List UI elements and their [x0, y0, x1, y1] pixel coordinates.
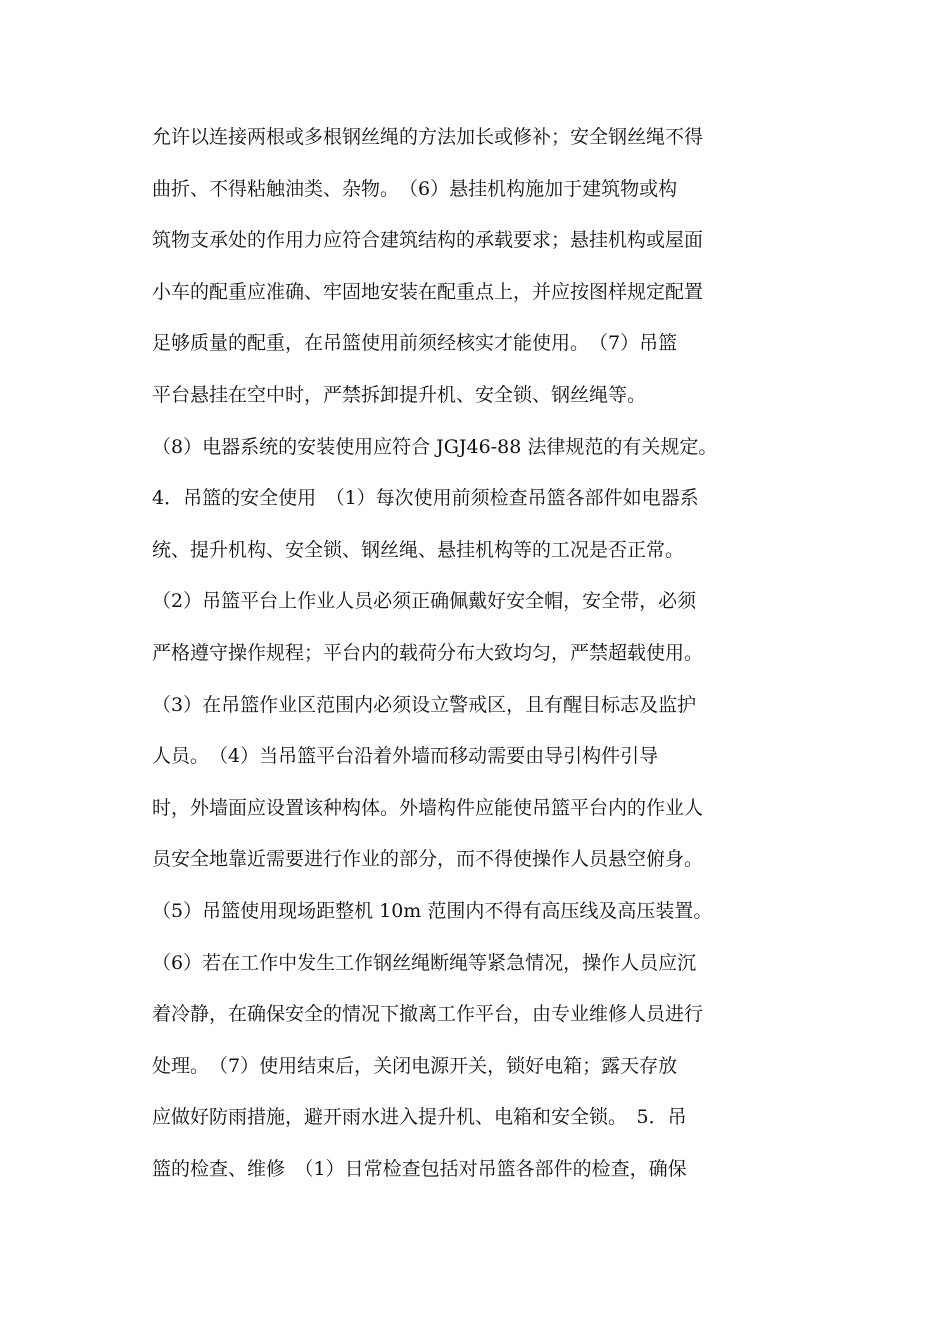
text-line: 时，外墙面应设置该种构体。外墙构件应能使吊篮平台内的作业人 [152, 796, 704, 819]
text-line: 筑物支承处的作用力应符合建筑结构的承载要求；悬挂机构或屋面 [152, 229, 704, 252]
text-line: （3）在吊篮作业区范围内必须设立警戒区，且有醒目标志及监护 [152, 693, 697, 716]
text-line: （8）电器系统的安装使用应符合 JGJ46-88 法律规范的有关规定。 [152, 435, 718, 458]
text-line: 着冷静，在确保安全的情况下撤离工作平台，由专业维修人员进行 [152, 1003, 704, 1026]
text-line: 足够质量的配重，在吊篮使用前须经核实才能使用。 （7）吊篮 [152, 332, 678, 355]
text-line: 处理。 （7）使用结束后，关闭电源开关，锁好电箱；露天存放 [152, 1054, 678, 1077]
text-line: 篮的检查、维修 （1）日常检查包括对吊篮各部件的检查，确保 [152, 1157, 687, 1180]
text-line: （6）若在工作中发生工作钢丝绳断绳等紧急情况，操作人员应沉 [152, 951, 697, 974]
text-line: 人员。 （4）当吊篮平台沿着外墙而移动需要由导引构件引导 [152, 745, 659, 768]
text-line: 4．吊篮的安全使用 （1）每次使用前须检查吊篮各部件如电器系 [152, 487, 699, 510]
text-line: 严格遵守操作规程；平台内的载荷分布大致均匀，严禁超载使用。 [152, 641, 704, 664]
text-line: （5）吊篮使用现场距整机 10m 范围内不得有高压线及高压装置。 [152, 899, 713, 922]
text-line: 平台悬挂在空中时，严禁拆卸提升机、安全锁、钢丝绳等。 [152, 383, 647, 406]
text-line: 应做好防雨措施，避开雨水进入提升机、电箱和安全锁。 5．吊 [152, 1106, 687, 1129]
text-line: 曲折、不得粘触油类、杂物。 （6）悬挂机构施加于建筑物或构 [152, 177, 678, 200]
text-line: 允许以连接两根或多根钢丝绳的方法加长或修补；安全钢丝绳不得 [152, 126, 704, 148]
text-line: 员安全地靠近需要进行作业的部分，而不得使操作人员悬空俯身。 [152, 848, 704, 871]
text-line: （2）吊篮平台上作业人员必须正确佩戴好安全帽，安全带，必须 [152, 590, 697, 613]
body-text [152, 112, 812, 1195]
text-line: 统、提升机构、安全锁、钢丝绳、悬挂机构等的工况是否正常。 [152, 538, 685, 561]
text-line: 小车的配重应准确、牢固地安装在配重点上，并应按图样规定配置 [152, 280, 704, 303]
